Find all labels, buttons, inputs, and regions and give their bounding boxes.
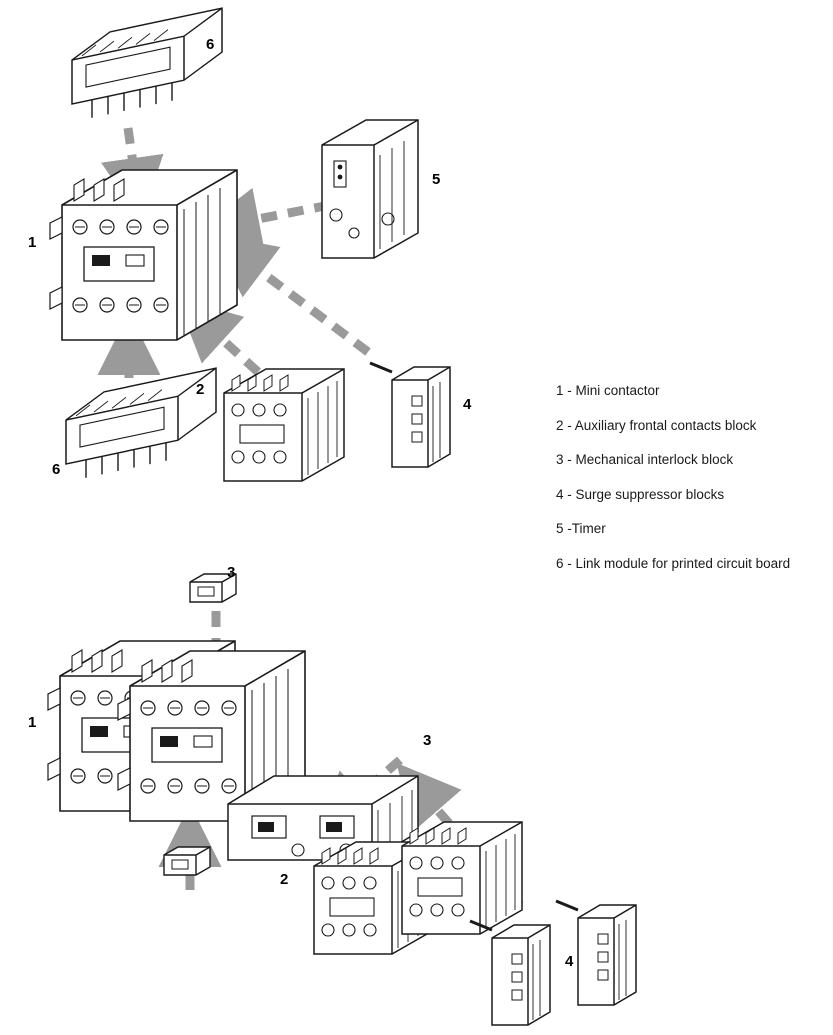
arrow-aux-to-contactor xyxy=(203,322,258,372)
surge-suppressor-upper xyxy=(370,363,450,467)
callout-upper-5-timer: 5 xyxy=(432,171,441,188)
link-module-top xyxy=(72,8,222,122)
legend-item-6: 6 - Link module for printed circuit board xyxy=(556,555,791,571)
callout-upper-6-bottom: 6 xyxy=(52,461,61,478)
callout-lower-3-plate: 3 xyxy=(423,732,432,749)
lower-figure xyxy=(48,574,636,1025)
callout-upper-2-aux: 2 xyxy=(196,381,205,398)
callout-lower-2-aux: 2 xyxy=(280,871,289,888)
legend-item-5: 5 -Timer xyxy=(556,521,606,536)
aux-contacts-block-upper xyxy=(224,369,344,481)
callout-lower-3-top: 3 xyxy=(227,564,236,581)
link-module-bottom xyxy=(66,368,216,482)
mini-contactor-upper xyxy=(50,170,237,340)
arrow-surge-to-contactor xyxy=(240,256,368,352)
legend-item-1: 1 - Mini contactor xyxy=(556,383,660,398)
arrow-timer-to-contactor xyxy=(232,205,330,224)
aux-contacts-block-lower-right xyxy=(402,822,522,934)
legend-item-2: 2 - Auxiliary frontal contacts block xyxy=(556,417,757,433)
legend xyxy=(556,384,833,591)
callout-upper-1-contactor: 1 xyxy=(28,234,37,251)
callout-lower-4-surge: 4 xyxy=(565,953,574,970)
surge-suppressor-lower-left xyxy=(470,921,550,1025)
legend-item-3: 3 - Mechanical interlock block xyxy=(556,452,734,467)
upper-figure xyxy=(50,8,450,482)
legend-item-4: 4 - Surge suppressor blocks xyxy=(556,486,725,502)
interlock-block-bottom xyxy=(164,847,210,875)
timer-block xyxy=(322,120,418,258)
callout-upper-6-top: 6 xyxy=(206,36,215,53)
callout-lower-1-contactor: 1 xyxy=(28,714,37,731)
callout-upper-4-surge: 4 xyxy=(463,396,472,413)
